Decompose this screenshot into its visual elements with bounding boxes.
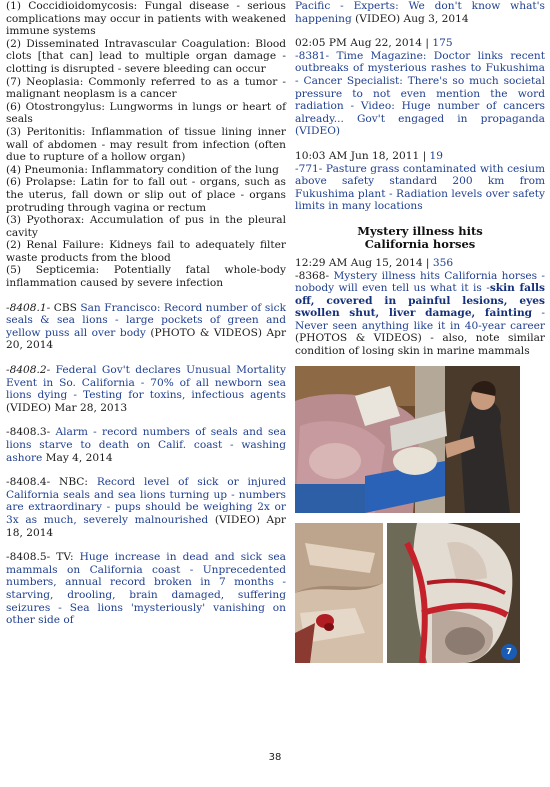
entry-link[interactable]: Alarm - record numbers of seals and sea lions starve to death on Calif. coast - washing ashore	[6, 426, 287, 464]
right-column	[295, 0, 545, 663]
photo-row	[295, 523, 520, 663]
horse-stable-image	[295, 366, 520, 513]
skin-lesion-photo	[295, 523, 383, 663]
entry-link[interactable]: Pacific - Experts: We don't know what's happening	[295, 0, 545, 25]
entry-continued: Pacific - Experts: We don't know what's happening (VIDEO) Aug 3, 2014	[295, 0, 545, 25]
horse-stable-photo	[295, 366, 520, 513]
abc7-logo: 7	[501, 644, 517, 660]
horse-face-photo	[387, 523, 520, 663]
entry-link[interactable]: Mystery illness hits California horses - nobody will even tell us what it is -	[295, 269, 545, 295]
condition-item: (2) Disseminated Intravascular Coagulation: Blood clots [that can] lead to multiple organ damage - clotting is disrupted - severe bleeding can occur	[6, 37, 286, 75]
conditions-list	[6, 0, 286, 290]
condition-item: (1) Coccidioidomycosis: Fungal disease - serious complications may occur in patients with weakened immune systems	[6, 0, 286, 38]
condition-item: (7) Neoplasia: Commonly referred to as a tumor - malignant neoplasm is a cancer	[6, 75, 286, 101]
entry-8368: 12:29 AM Aug 15, 2014 | 356 -8368- Mystery illness hits California horses - nobody will even tell us what it is -skin falls off, covered in painful lesions, eyes swollen shut, liver damage, fainting - Never seen anything like it in 40-year career (PHOTOS & VIDEOS) - also, note similar condition of losing skin in marine mammals	[295, 256, 545, 358]
entry-meta: 02:05 PM Aug 22, 2014 | 175	[295, 37, 453, 50]
condition-item: (4) Pneumonia: Inflammatory condition of the lung	[6, 163, 279, 176]
comment-count-link[interactable]: 175	[432, 37, 453, 50]
section-heading: Mystery illness hits California horses	[357, 223, 483, 251]
condition-item: (2) Renal Failure: Kidneys fail to adequately filter waste products from the blood	[6, 239, 286, 264]
condition-item: (3) Pyothorax: Accumulation of pus in the pleural cavity	[6, 214, 286, 239]
entry-8408-2: -8408.2- Federal Gov't declares Unusual Mortality Event in So. California - 70% of all newborn sea lions dying - Testing for toxins, infectious agents (VIDEO) Mar 28, 2013	[6, 364, 286, 414]
left-column	[6, 0, 286, 639]
condition-item: (5) Septicemia: Potentially fatal whole-body inflammation caused by severe infection	[6, 264, 286, 290]
entry-meta: 10:03 AM Jun 18, 2011 | 19	[295, 149, 443, 162]
entry-link[interactable]: -8381- Time Magazine: Doctor links recent outbreaks of mysterious rashes to Fukushima - Cancer Specialist: There's so much societal pressure to not even mention the word radiation - Video: Huge number of cancers already... Gov't engaged in propaganda (VIDEO)	[295, 49, 545, 138]
comment-count-link[interactable]: 356	[432, 256, 454, 269]
skin-lesion-image	[295, 523, 383, 663]
condition-item: (6) Otostrongylus: Lungworms in lungs or heart of seals	[6, 100, 286, 126]
condition-item: (3) Peritonitis: Inflammation of tissue lining inner wall of abdomen - may result from infection (often due to rupture of a hollow organ)	[6, 125, 286, 164]
entry-8408-5: -8408.5- TV: Huge increase in dead and sick sea mammals on California coast - Unprecedented numbers, annual record broken in 7 months - starving, drooling, brain damaged, suffering seizures - Sea lions 'mysteriously' vanishing on other side of	[6, 551, 286, 627]
entry-link[interactable]: Huge increase in dead and sick sea mammals on California coast - Unprecedented numbers, annual record broken in 7 months - starving, drooling, brain damaged, suffering seizures - Sea lions 'mysteriously' vanishing on other side of	[6, 551, 286, 627]
entry-8408-4: -8408.4- NBC: Record level of sick or injured California seals and sea lions turning up - numbers are extraordinary - pups should be weighing 2x or 3x as much, severely malnourished (VIDEO) Apr 18, 2014	[6, 476, 286, 539]
entry-link[interactable]: Federal Gov't declares Unusual Mortality Event in So. California - 70% of all newborn sea lions dying - Testing for toxins, infectious agents	[6, 364, 286, 402]
entry-link[interactable]: -771- Pasture grass contaminated with cesium above safety standard 200 km from Fukushima plant - Radiation levels over safety limits in many locations	[295, 162, 545, 213]
horse-face-image	[387, 523, 520, 663]
page-number: 38	[268, 752, 282, 763]
comment-count-link[interactable]: 19	[429, 149, 443, 162]
entry-771	[295, 150, 545, 213]
entry-link[interactable]: San Francisco: Record number of sick seals & sea lions - large pockets of green and yellow puss all over body	[6, 301, 286, 339]
entry-8408-1: -8408.1- CBS San Francisco: Record number of sick seals & sea lions - large pockets of green and yellow puss all over body (PHOTO & VIDEOS) Apr 20, 2014	[6, 301, 287, 352]
entry-meta: 12:29 AM Aug 15, 2014 | 356	[295, 256, 454, 269]
entry-8408-3: -8408.3- Alarm - record numbers of seals and sea lions starve to death on Calif. coast - washing ashore May 4, 2014	[6, 426, 287, 464]
condition-item: (6) Prolapse: Latin for to fall out - organs, such as the uterus, fall down or slip out of place - organs protruding through vagina or rectum	[6, 176, 286, 214]
entry-8381	[295, 37, 545, 138]
entry-link[interactable]: Record level of sick or injured California seals and sea lions turning up - numbers are extraordinary - pups should be weighing 2x or 3x as much, severely malnourished	[6, 476, 286, 526]
